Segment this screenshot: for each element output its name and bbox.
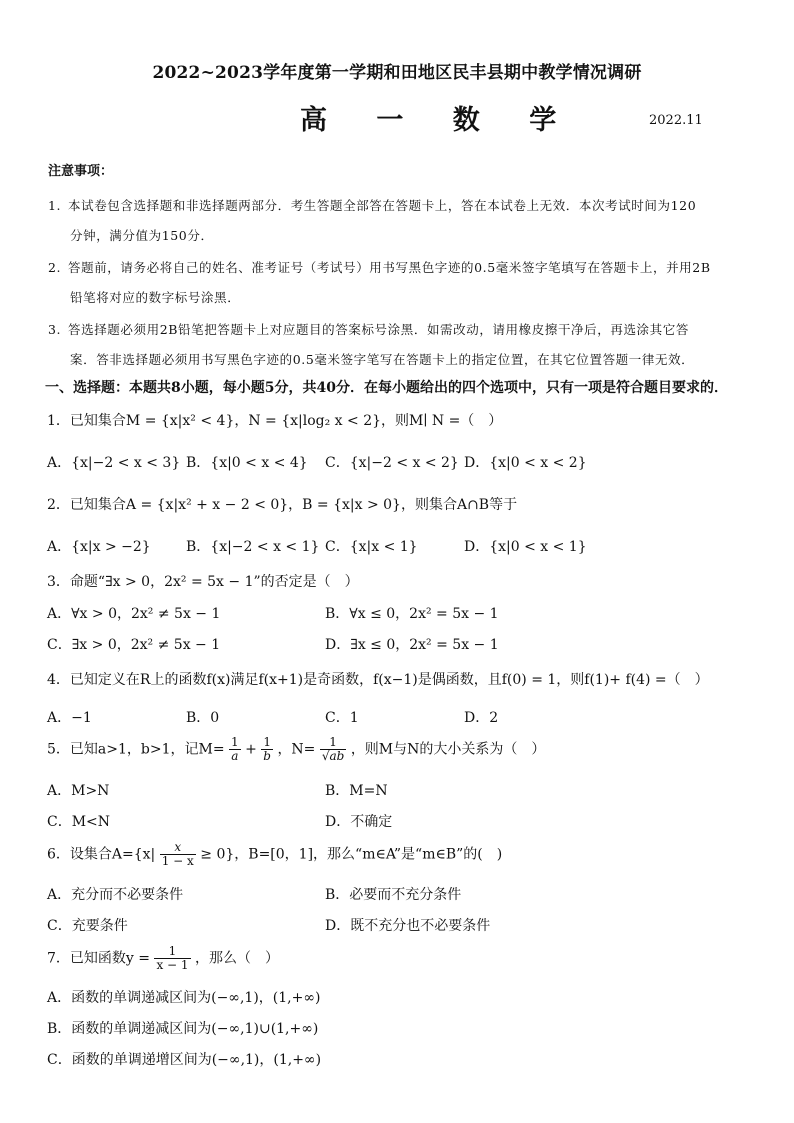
question-5-stem [47, 736, 545, 763]
section-title: 一、选择题：本题共8小题，每小题5分，共40分．在每小题给出的四个选项中，只有一项是符合题目要求的． [45, 380, 728, 396]
question-7-stem [47, 945, 279, 972]
fraction-one-over-b [261, 736, 273, 763]
numerator: 1 [329, 735, 337, 749]
question-2-option-c: C．{x|x < 1} [325, 539, 418, 555]
question-3-option-d: D．∃x ≤ 0，2x² = 5x − 1 [325, 637, 499, 653]
notice-item-1-cont: 分钟，满分值为150分． [70, 228, 214, 243]
denominator: a [229, 749, 241, 763]
notice-number: 3. [48, 322, 62, 337]
question-4-option-d: D．2 [464, 710, 499, 726]
question-7-option-b: B．函数的单调递减区间为(−∞,1)∪(1,+∞) [47, 1021, 319, 1037]
fraction-x-over-1-minus-x [160, 841, 196, 868]
numerator: x [174, 840, 182, 854]
numerator: 1 [231, 735, 239, 749]
question-6-option-d: D．既不充分也不必要条件 [325, 918, 491, 934]
question-4-stem: 4．已知定义在R上的函数f(x)满足f(x+1)是奇函数，f(x−1)是偶函数，且f(0) = 1，则f(1)+ f(4) =（ ） [47, 672, 709, 688]
question-6-stem-a: 6．设集合A={x| [47, 846, 156, 863]
notice-item-1 [48, 196, 696, 214]
question-5-stem-c: ，则M与N的大小关系为（ ） [350, 741, 546, 758]
question-4-option-b: B．0 [186, 710, 220, 726]
fraction-one-over-a [229, 736, 241, 763]
question-5-stem-a: 5．已知a>1，b>1，记M= [47, 741, 225, 758]
question-4-option-a: A．−1 [47, 710, 92, 726]
notice-number: 2. [48, 260, 62, 275]
question-5-option-d: D．不确定 [325, 814, 393, 830]
exam-date: 2022.11 [649, 113, 703, 128]
numerator: 1 [168, 944, 177, 958]
denominator: 1 − x [161, 854, 194, 868]
question-1-option-c: C．{x|−2 < x < 2} [325, 455, 459, 471]
notice-item-2 [48, 258, 711, 276]
question-6-option-b: B．必要而不充分条件 [325, 887, 462, 903]
subject-title: 高 一 数 学 [300, 105, 577, 136]
question-6-option-c: C．充要条件 [47, 918, 128, 934]
question-7-stem-b: ，那么（ ） [195, 950, 279, 967]
question-6-stem [47, 841, 502, 868]
denominator: b [263, 749, 271, 763]
question-7-stem-a: 7．已知函数y = [47, 950, 150, 967]
numerator: 1 [263, 735, 271, 749]
denominator: x − 1 [156, 958, 189, 972]
fraction-one-over-x-minus-1 [154, 945, 190, 972]
question-3-option-b: B．∀x ≤ 0，2x² = 5x − 1 [325, 606, 499, 622]
question-7-option-a: A．函数的单调递减区间为(−∞,1)，(1,+∞) [47, 990, 321, 1006]
question-1-stem: 1．已知集合M = {x|x² < 4}，N = {x|log₂ x < 2}，则M∣ N =（ ） [47, 413, 503, 429]
question-6-stem-b: ≥ 0}，B=[0，1]，那么“m∈A”是“m∈B”的( ) [200, 846, 503, 863]
question-3-stem: 3．命题“∃x > 0，2x² = 5x − 1”的否定是（ ） [47, 574, 359, 590]
question-6-option-a: A．充分而不必要条件 [47, 887, 184, 903]
question-4-option-c: C．1 [325, 710, 359, 726]
fraction-one-over-root-ab [320, 736, 346, 763]
question-5-option-b: B．M=N [325, 783, 388, 799]
question-2-option-b: B．{x|−2 < x < 1} [186, 539, 320, 555]
question-2-option-a: A．{x|x > −2} [47, 539, 151, 555]
notice-item-2-cont: 铅笔将对应的数字标号涂黑． [70, 290, 241, 305]
notice-text: 答题前，请务必将自己的姓名、准考证号（考试号）用书写黑色字迹的0.5毫米签字笔填写在答题卡上，并用2B [68, 260, 711, 275]
question-2-option-d: D．{x|0 < x < 1} [464, 539, 587, 555]
question-1-option-d: D．{x|0 < x < 2} [464, 455, 587, 471]
notice-item-3 [48, 320, 689, 338]
question-3-option-a: A．∀x > 0，2x² ≠ 5x − 1 [47, 606, 221, 622]
question-7-option-c: C．函数的单调递增区间为(−∞,1)，(1,+∞) [47, 1052, 322, 1068]
question-5-option-a: A．M>N [47, 783, 110, 799]
notice-text: 本试卷包含选择题和非选择题两部分．考生答题全部答在答题卡上，答在本试卷上无效．本次考试时间为120 [68, 198, 697, 213]
question-2-stem: 2．已知集合A = {x|x² + x − 2 < 0}，B = {x|x > 0}，则集合A∩B等于 [47, 497, 518, 513]
notice-item-3-cont: 案．答非选择题必须用书写黑色字迹的0.5毫米签字笔写在答题卡上的指定位置，在其它位置答题一律无效． [70, 352, 695, 367]
question-1-option-b: B．{x|0 < x < 4} [186, 455, 308, 471]
plus-sign: + [245, 741, 257, 758]
notice-text: 答选择题必须用2B铅笔把答题卡上对应题目的答案标号涂黑．如需改动，请用橡皮擦干净后，再选涂其它答 [68, 322, 689, 337]
notice-heading: 注意事项： [48, 164, 114, 179]
denominator: √ab [321, 749, 345, 763]
question-3-option-c: C．∃x > 0，2x² ≠ 5x − 1 [47, 637, 221, 653]
question-1-option-a: A．{x|−2 < x < 3} [47, 455, 181, 471]
notice-number: 1. [48, 198, 62, 213]
question-5-stem-b: ，N= [277, 741, 316, 758]
exam-title: 2022~2023学年度第一学期和田地区民丰县期中教学情况调研 [152, 63, 642, 83]
question-5-option-c: C．M<N [47, 814, 111, 830]
